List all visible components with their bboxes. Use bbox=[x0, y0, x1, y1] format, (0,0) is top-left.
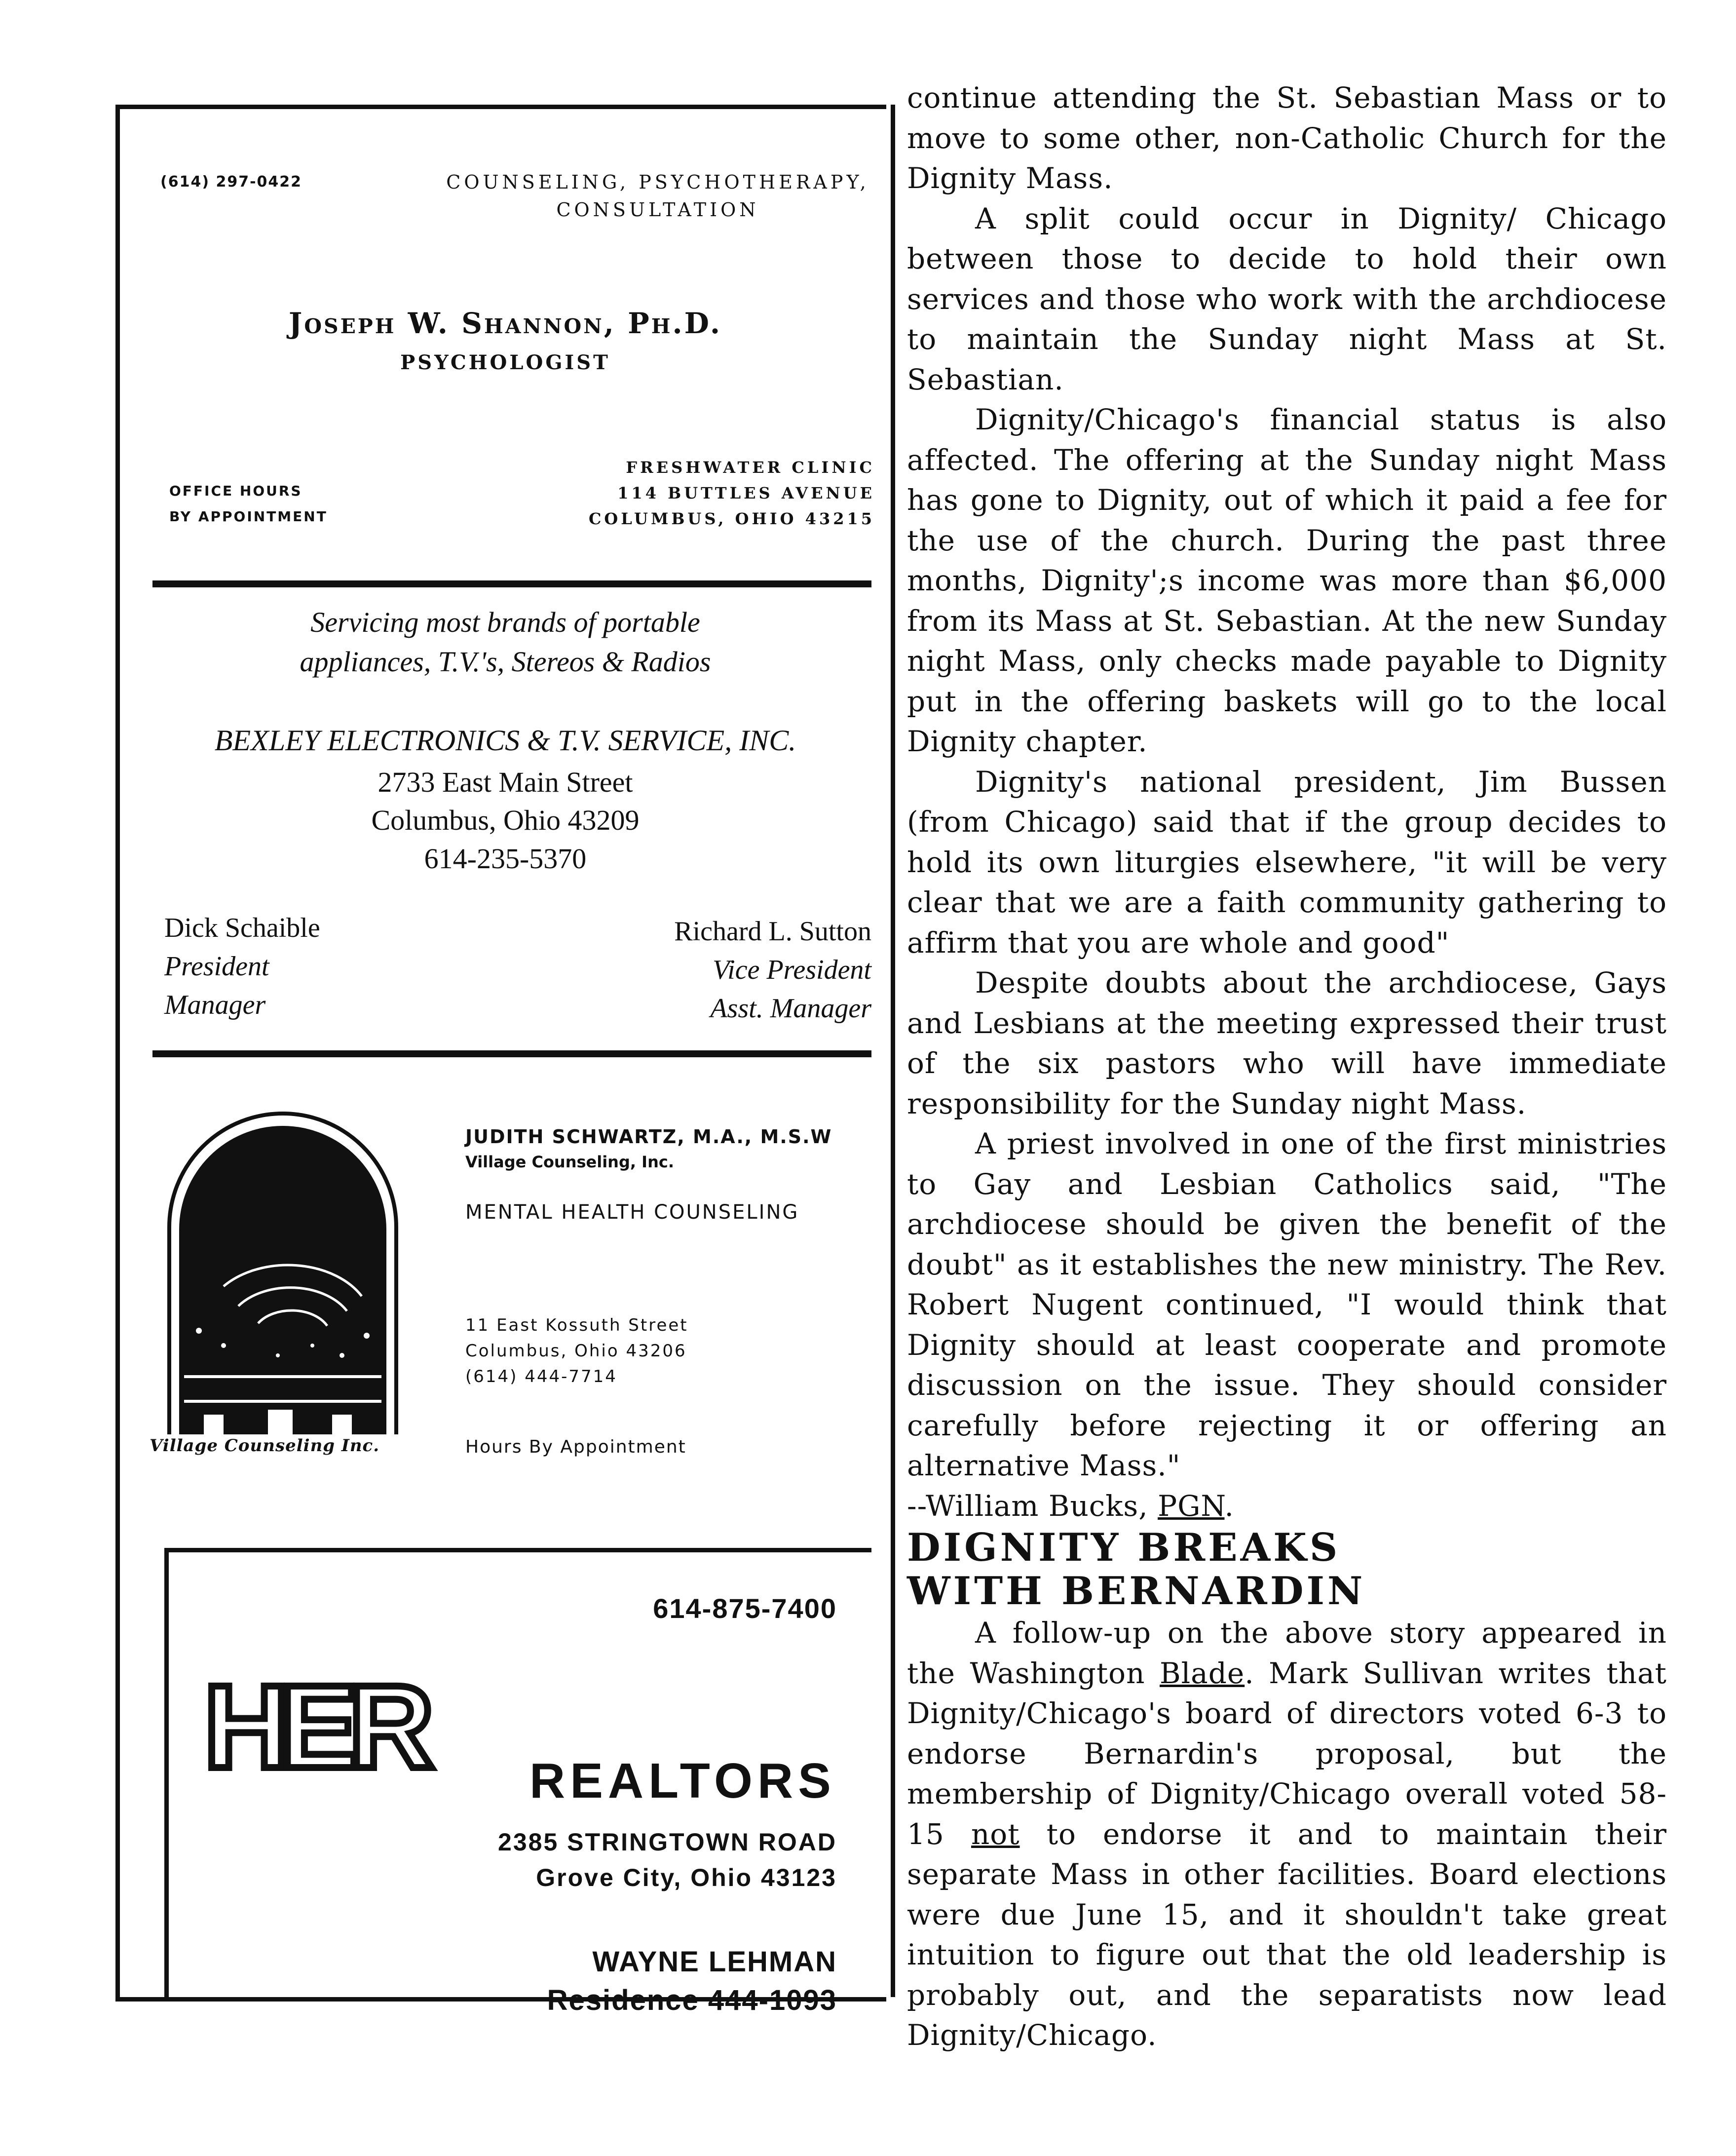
article-paragraph: Dignity/Chicago's financial status is also affected. The offering at the Sunday night Mass has gone to Dignity, out of which it paid a fee for the use of the church. During the past three months, Dignity';s income was more than $6,000 from its Mass at St. Sebastian. At the new Sunday night Mass, only checks made payable to Dignity put in the offering baskets will go to the local Dignity chapter. bbox=[907, 403, 1667, 758]
village-counseling-logo-icon bbox=[154, 1099, 411, 1434]
bexley-street: 2733 East Main Street bbox=[377, 766, 633, 798]
shannon-services: COUNSELING, PSYCHOTHERAPY, CONSULTATION bbox=[446, 171, 869, 221]
village-company: Village Counseling, Inc. bbox=[465, 1153, 674, 1171]
article-column bbox=[907, 78, 1667, 2056]
bexley-city: Columbus, Ohio 43209 bbox=[371, 804, 640, 836]
article-paragraph: A split could occur in Dignity/ Chicago between those to decide to hold their own services and those who work with the archdiocese to maintain the Sunday night Mass at St. Sebastian. bbox=[907, 201, 1667, 396]
village-contact-info bbox=[465, 1126, 832, 1389]
article-paragraph: A follow-up on the above story appeared in the Washington Blade. Mark Sullivan writes that Dignity/Chicago's board of directors voted 6-3 to endorse Bernardin's proposal, but the membership of Dignity/Chicago overall voted 58-15 not to endorse it and to maintain their separate Mass in other facilities. Board elections were due June 15, and it shouldn't take great intuition to figure out that the old leadership is probably out, and the separatists now lead Dignity/Chicago. bbox=[907, 1616, 1667, 2052]
her-realtors-label: REALTORS bbox=[529, 1753, 836, 1809]
village-hours: Hours By Appointment bbox=[465, 1437, 686, 1457]
her-agent: WAYNE LEHMAN Residence 444-1093 bbox=[547, 1946, 837, 2016]
article-heading: DIGNITY BREAKS WITH BERNARDIN bbox=[907, 1525, 1366, 1614]
divider-rule bbox=[152, 1050, 871, 1057]
article-paragraph: Despite doubts about the archdiocese, Gays and Lesbians at the meeting expressed their trust of the six pastors who will have immediate responsibility for the Sunday night Mass. bbox=[907, 966, 1667, 1120]
shannon-title: PSYCHOLOGIST bbox=[400, 351, 610, 374]
her-phone: 614-875-7400 bbox=[653, 1593, 837, 1624]
her-logo-text: HER bbox=[204, 1669, 424, 1787]
article-paragraph: Dignity's national president, Jim Bussen (from Chicago) said that if the group decides to hold its own liturgies elsewhere, "it will be very clear that we are a faith community gathering to affirm that you are whole and good" bbox=[907, 765, 1667, 960]
shannon-business-card bbox=[120, 109, 886, 580]
bexley-phone: 614-235-5370 bbox=[424, 843, 587, 875]
article-signature: --William Bucks, PGN. bbox=[907, 1489, 1234, 1523]
village-service: MENTAL HEALTH COUNSELING bbox=[465, 1201, 799, 1224]
her-realtors-card bbox=[120, 1548, 886, 2016]
bexley-business-card bbox=[120, 580, 886, 1062]
village-address: 11 East Kossuth Street Columbus, Ohio 43206 (614) 444-7714 bbox=[465, 1315, 688, 1386]
divider-rule bbox=[164, 1548, 871, 1552]
bexley-company-name: BEXLEY ELECTRONICS & T.V. SERVICE, INC. bbox=[214, 724, 796, 757]
her-logo-icon bbox=[199, 1669, 534, 1787]
bexley-person-2: Richard L. Sutton Vice President Asst. Manager bbox=[674, 916, 871, 1024]
article-paragraph: continue attending the St. Sebastian Mass or to move to some other, non-Catholic Church for the Dignity Mass. bbox=[907, 81, 1667, 195]
card-border bbox=[164, 1548, 169, 2001]
village-counselor-name: JUDITH SCHWARTZ, M.A., M.S.W bbox=[465, 1126, 832, 1148]
her-address: 2385 STRINGTOWN ROAD Grove City, Ohio 43123 bbox=[498, 1828, 837, 1891]
column-border bbox=[891, 105, 895, 1997]
village-logo-caption: Village Counseling Inc. bbox=[150, 1436, 380, 1456]
shannon-name: Joseph W. Shannon, Ph.D. bbox=[288, 307, 722, 340]
advertisement-column bbox=[115, 105, 886, 2016]
article-paragraph: A priest involved in one of the first ministries to Gay and Lesbian Catholics said, "The archdiocese should be given the benefit of the doubt" as it establishes the new ministry. The Rev. Robert Nugent continued, "I would think that Dignity should at least cooperate and promote discussion on the issue. They should consider carefully before rejecting it or offering an alternative Mass." bbox=[907, 1127, 1667, 1482]
village-counseling-card bbox=[120, 1062, 886, 1545]
bexley-tagline: Servicing most brands of portable appliances, T.V.'s, Stereos & Radios bbox=[300, 606, 711, 678]
shannon-office-hours: OFFICE HOURS BY APPOINTMENT bbox=[169, 483, 328, 525]
shannon-phone: (614) 297-0422 bbox=[160, 173, 302, 191]
bexley-person-1: Dick Schaible President Manager bbox=[164, 913, 320, 1020]
shannon-address: FRESHWATER CLINIC 114 BUTTLES AVENUE COLUMBUS, OHIO 43215 bbox=[588, 458, 875, 528]
